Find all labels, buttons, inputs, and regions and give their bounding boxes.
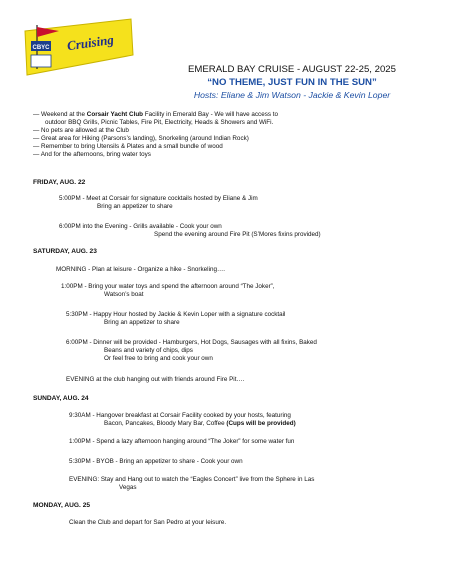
cbyc-cruising-logo: [23, 17, 135, 81]
day-heading-monday: MONDAY, AUG. 25: [33, 502, 91, 509]
svg-text:Cruising: Cruising: [66, 31, 115, 54]
cruise-theme: “NO THEME, JUST FUN IN THE SUN”: [207, 77, 377, 88]
schedule-line: Spend the evening around Fire Pit (S’Mores fixins provided): [154, 231, 321, 238]
schedule-line: 6:00PM into the Evening - Grills available - Cook your own: [59, 223, 222, 230]
note-item: outdoor BBQ Grills, Picnic Tables, Fire Pit, Electricity, Heads & Showers and WiFi.: [45, 119, 274, 126]
schedule-line: Clean the Club and depart for San Pedro at your leisure.: [69, 519, 227, 526]
schedule-line: EVENING: Stay and Hang out to watch the “Eagles Concert” live from the Sphere in Las: [69, 476, 315, 483]
schedule-line: Or feel free to bring and cook your own: [104, 355, 213, 362]
schedule-line: Bacon, Pancakes, Bloody Mary Bar, Coffee (Cups will be provided): [104, 420, 296, 427]
schedule-line: 9:30AM - Hangover breakfast at Corsair Facility cooked by your hosts, featuring: [69, 412, 291, 419]
schedule-line: Bring an appetizer to share: [104, 319, 180, 326]
schedule-line: Vegas: [119, 484, 137, 491]
day-heading-friday: FRIDAY, AUG. 22: [33, 179, 86, 186]
schedule-line: 1:00PM - Spend a lazy afternoon hanging around “The Joker” for some water fun: [69, 438, 295, 445]
schedule-line: EVENING at the club hanging out with friends around Fire Pit….: [66, 376, 245, 383]
schedule-line: Watson’s boat: [104, 291, 144, 298]
note-item: — Remember to bring Utensils & Plates and a small bundle of wood: [33, 143, 223, 150]
note-item: — No pets are allowed at the Club: [33, 127, 129, 134]
day-heading-sunday: SUNDAY, AUG. 24: [33, 395, 89, 402]
schedule-line: MORNING - Plan at leisure - Organize a hike - Snorkeling….: [56, 266, 226, 273]
schedule-line: 5:00PM - Meet at Corsair for signature cocktails hosted by Eliane & Jim: [59, 195, 258, 202]
schedule-line: 5:30PM - Happy Hour hosted by Jackie & Kevin Loper with a signature cocktail: [66, 311, 286, 318]
schedule-line: 5:30PM - BYOB - Bring an appetizer to share - Cook your own: [69, 458, 243, 465]
svg-text:CBYC: CBYC: [32, 45, 50, 51]
note-item: — Weekend at the Corsair Yacht Club Facility in Emerald Bay - We will have access to: [33, 111, 278, 118]
note-item: — Great area for Hiking (Parsons’s landing), Snorkeling (around Indian Rock): [33, 135, 249, 142]
schedule-line: Bring an appetizer to share: [97, 203, 173, 210]
day-heading-saturday: SATURDAY, AUG. 23: [33, 248, 97, 255]
schedule-line: 6:00PM - Dinner will be provided - Hamburgers, Hot Dogs, Sausages with all fixins, Baked: [66, 339, 317, 346]
schedule-line: 1:00PM - Bring your water toys and spend the afternoon around “The Joker”,: [61, 283, 275, 290]
note-item: — And for the afternoons, bring water toys: [33, 151, 151, 158]
schedule-line: Beans and variety of chips, dips: [104, 347, 193, 354]
cruise-title: EMERALD BAY CRUISE - AUGUST 22-25, 2025: [188, 64, 396, 75]
cruise-hosts: Hosts: Eliane & Jim Watson - Jackie & Kevin Loper: [193, 90, 391, 100]
